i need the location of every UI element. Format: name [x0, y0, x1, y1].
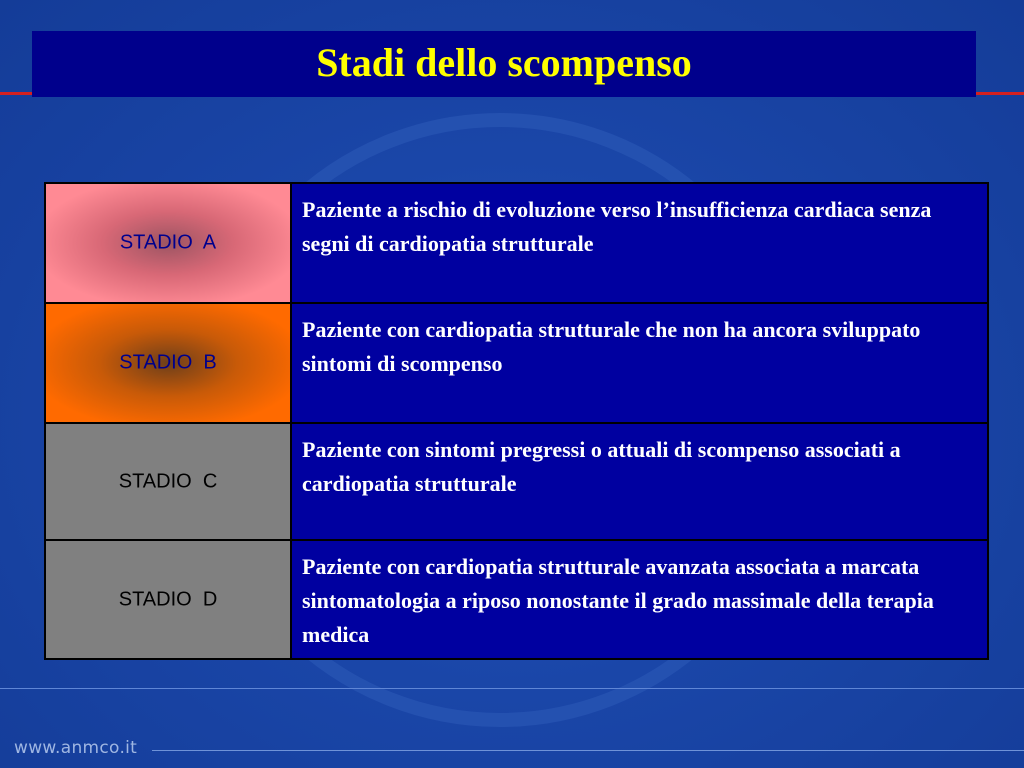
stage-c-label: STADIO C: [118, 470, 218, 492]
title-accent-line-right: [976, 92, 1024, 95]
stages-table: [44, 182, 989, 660]
stage-c-cell: [45, 423, 291, 540]
footer-url: www.anmco.it: [14, 738, 138, 758]
stage-d-label: STADIO D: [118, 588, 218, 610]
stage-a-cell: [45, 183, 291, 303]
stage-row-d: [45, 540, 988, 659]
stage-d-description: Paziente con cardiopatia strutturale avanzata associata a marcata sintomatologia a riposo nonostante il grado massimale della terapia medica: [302, 554, 934, 647]
stage-b-description: Paziente con cardiopatia strutturale che non ha ancora sviluppato sintomi di scompenso: [302, 317, 921, 376]
slide-title: Stadi dello scompenso: [316, 39, 692, 85]
stage-a-description: Paziente a rischio di evoluzione verso l’insufficienza cardiaca senza segni di cardiopatia strutturale: [302, 197, 932, 256]
stage-c-description: Paziente con sintomi pregressi o attuali di scompenso associati a cardiopatia strutturale: [302, 437, 901, 496]
stage-c-description-cell: [291, 423, 988, 540]
stage-row-b: [45, 303, 988, 423]
title-accent-line-left: [0, 92, 32, 95]
footer-divider: [0, 688, 1024, 689]
stage-d-cell: [45, 540, 291, 659]
title-bar: [32, 31, 976, 97]
stage-b-cell: [45, 303, 291, 423]
footer-url-line: [152, 750, 1024, 751]
stage-row-c: [45, 423, 988, 540]
stage-row-a: [45, 183, 988, 303]
stage-a-label: STADIO A: [119, 231, 217, 254]
stage-d-description-cell: [291, 540, 988, 659]
stage-b-description-cell: [291, 303, 988, 423]
stage-b-label: STADIO B: [119, 351, 217, 374]
stage-a-description-cell: [291, 183, 988, 303]
